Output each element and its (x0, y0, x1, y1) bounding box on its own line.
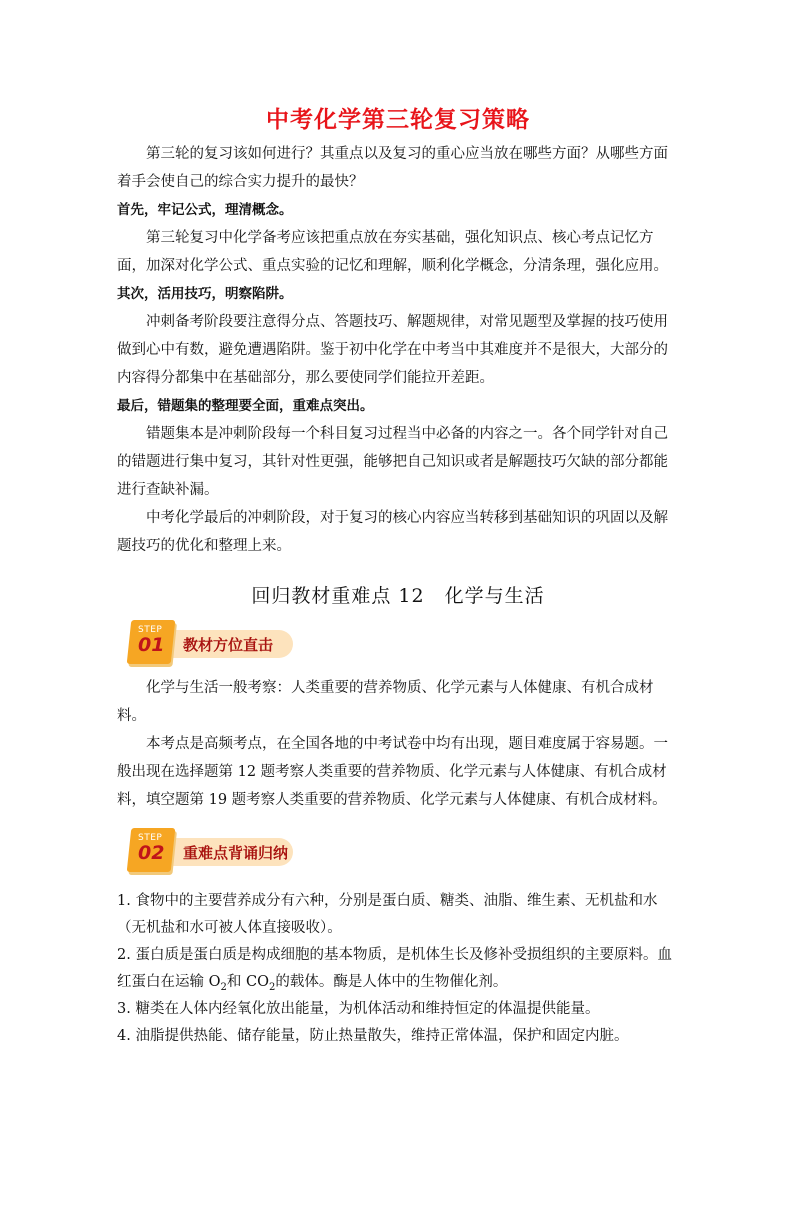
list-item-text: 和 CO (226, 974, 269, 990)
intro-paragraph: 第三轮的复习该如何进行？其重点以及复习的重心应当放在哪些方面？从哪些方面着手会使自己的综合实力提升的最快？ (117, 146, 668, 190)
step-02-word: STEP (138, 833, 163, 843)
closing-paragraph: 中考化学最后的冲刺阶段，对于复习的核心内容应当转移到基础知识的巩固以及解题技巧的优化和整理上来。 (117, 510, 668, 554)
section-title: 回归教材重难点 12 化学与生活 (251, 585, 545, 607)
second-heading: 其次，活用技巧，明察陷阱。 (117, 286, 293, 302)
second-body: 冲刺备考阶段要注意得分点、答题技巧、解题规律，对常见题型及掌握的技巧使用做到心中有数，避免遭遇陷阱。鉴于初中化学在中考当中其难度并不是很大，大部分的内容得分都集中在基础部分，那么要使同学们能拉开差距。 (117, 314, 668, 386)
first-body: 第三轮复习中化学备考应该把重点放在夯实基础，强化知识点、核心考点记忆方面，加深对化学公式、重点实验的记忆和理解，顺利化学概念，分清条理，强化应用。 (117, 230, 668, 274)
list-item (117, 942, 679, 996)
first-heading: 首先，牢记公式，理清概念。 (117, 202, 293, 218)
step-02-banner (129, 828, 679, 876)
step-01-paragraph-1: 化学与生活一般考察：人类重要的营养物质、化学元素与人体健康、有机合成材料。 (117, 680, 654, 724)
list-item: 4. 油脂提供热能、储存能量，防止热量散失，维持正常体温，保护和固定内脏。 (117, 1028, 629, 1044)
list-item-text: 2. 蛋白质是蛋白质是构成细胞的基本物质，是机体生长及修补受损组织的主要原料。血红蛋白在运输 O (117, 947, 672, 990)
subscript: 2 (268, 981, 276, 993)
step-01-word: STEP (138, 625, 163, 635)
step-01-banner (129, 620, 679, 668)
subscript: 2 (220, 981, 227, 993)
list-item: 3. 糖类在人体内经氧化放出能量，为机体活动和维持恒定的体温提供能量。 (117, 1001, 600, 1017)
points-list (117, 888, 679, 1050)
step-01-label: 教材方位直击 (183, 636, 274, 654)
step-02-label: 重难点背诵归纳 (183, 844, 289, 862)
step-01-number: 01 (138, 634, 165, 656)
step-01-paragraph-2: 本考点是高频考点，在全国各地的中考试卷中均有出现，题目难度属于容易题。一般出现在选择题第 12 题考察人类重要的营养物质、化学元素与人体健康、有机合成材料，填空题第 19 题考察人类重要的营养物质、化学元素与人体健康、有机合成材料。 (117, 736, 668, 808)
list-item-text: 的载体。酶是人体中的生物催化剂。 (275, 974, 508, 990)
list-item: 1. 食物中的主要营养成分有六种，分别是蛋白质、糖类、油脂、维生素、无机盐和水（无机盐和水可被人体直接吸收）。 (117, 893, 658, 936)
doc-title: 中考化学第三轮复习策略 (266, 107, 530, 133)
document-page (0, 104, 794, 1227)
step-02-number: 02 (138, 842, 165, 864)
last-body: 错题集本是冲刺阶段每一个科目复习过程当中必备的内容之一。各个同学针对自己的错题进行集中复习，其针对性更强，能够把自己知识或者是解题技巧欠缺的部分都能进行查缺补漏。 (117, 426, 668, 498)
last-heading: 最后，错题集的整理要全面，重难点突出。 (117, 398, 374, 414)
